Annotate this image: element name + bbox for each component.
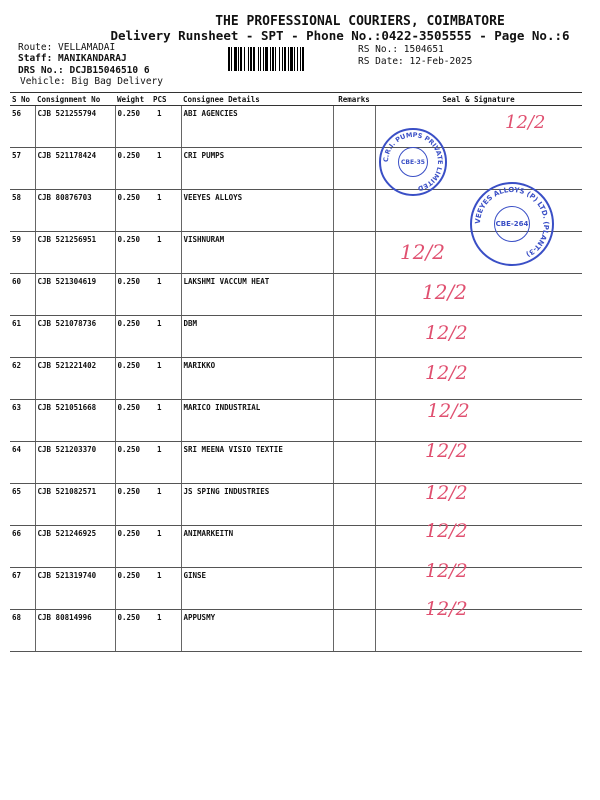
col-remarks: Remarks [333, 93, 375, 106]
barcode-bar [240, 47, 242, 71]
barcode-bar [275, 47, 276, 71]
cell-weight: 0.250 [115, 610, 151, 652]
cell-remarks [333, 274, 375, 316]
cell-consignee: VEEYES ALLOYS [181, 190, 333, 232]
cell-consignment: CJB 521203370 [35, 442, 115, 484]
cell-consignment: CJB 521304619 [35, 274, 115, 316]
barcode-bar [270, 47, 271, 71]
cell-weight: 0.250 [115, 106, 151, 148]
cell-consignment: CJB 521246925 [35, 526, 115, 568]
cell-sno: 62 [10, 358, 35, 400]
cell-seal [375, 568, 582, 610]
cell-remarks [333, 400, 375, 442]
cell-pcs: 1 [151, 190, 181, 232]
barcode-bar [258, 47, 259, 71]
cell-consignee: GINSE [181, 568, 333, 610]
barcode-bar [231, 47, 232, 71]
cell-consignment: CJB 521051668 [35, 400, 115, 442]
cell-remarks [333, 526, 375, 568]
barcode-bar [244, 47, 245, 71]
rs-date: RS Date: 12-Feb-2025 [358, 56, 473, 67]
vehicle-label: Vehicle: Big Bag Delivery [20, 76, 163, 87]
cell-sno: 57 [10, 148, 35, 190]
cell-sno: 66 [10, 526, 35, 568]
cell-remarks [333, 232, 375, 274]
rs-number: RS No.: 1504651 [358, 44, 444, 55]
barcode-bar [248, 47, 249, 71]
stamp-ring-text: VEEYES ALLOYS (P) LTD. (PLANT-3) [473, 185, 551, 259]
signature: 12/2 [425, 322, 468, 344]
cell-seal [375, 442, 582, 484]
cell-consignee: SRI MEENA VISIO TEXTIE [181, 442, 333, 484]
signature: 12/2 [425, 520, 468, 542]
cell-seal [375, 484, 582, 526]
barcode-bar [265, 47, 268, 71]
cell-pcs: 1 [151, 106, 181, 148]
cell-weight: 0.250 [115, 316, 151, 358]
cell-pcs: 1 [151, 400, 181, 442]
table-row [10, 400, 582, 442]
barcode-bar [282, 47, 283, 71]
veeyes-alloys-stamp [470, 182, 554, 266]
cell-sno: 63 [10, 400, 35, 442]
table-row [10, 526, 582, 568]
cell-sno: 64 [10, 442, 35, 484]
signature: 12/2 [505, 112, 546, 133]
barcode-bar [228, 47, 230, 71]
cell-consignment: CJB 521319740 [35, 568, 115, 610]
cell-seal [375, 316, 582, 358]
cell-consignment: CJB 521256951 [35, 232, 115, 274]
cell-consignment: CJB 80876703 [35, 190, 115, 232]
cell-weight: 0.250 [115, 190, 151, 232]
runsheet-subtitle: Delivery Runsheet - SPT - Phone No.:0422-3505555 - Page No.:6 [110, 28, 570, 43]
cell-sno: 59 [10, 232, 35, 274]
signature: 12/2 [425, 560, 468, 582]
cell-sno: 56 [10, 106, 35, 148]
signature: 12/2 [422, 280, 467, 304]
cell-seal [375, 358, 582, 400]
cell-remarks [333, 190, 375, 232]
cell-sno: 65 [10, 484, 35, 526]
table-row [10, 274, 582, 316]
table-row [10, 568, 582, 610]
cell-remarks [333, 148, 375, 190]
signature: 12/2 [425, 440, 468, 462]
cell-weight: 0.250 [115, 442, 151, 484]
table-row [10, 358, 582, 400]
signature: 12/2 [425, 598, 468, 620]
table-row [10, 484, 582, 526]
cell-consignment: CJB 521078736 [35, 316, 115, 358]
cell-pcs: 1 [151, 484, 181, 526]
stamp-code: CBE-264 [494, 206, 530, 242]
cell-consignee: DBM [181, 316, 333, 358]
cell-pcs: 1 [151, 442, 181, 484]
cell-seal [375, 274, 582, 316]
col-pcs: PCS [151, 93, 181, 106]
cell-sno: 67 [10, 568, 35, 610]
signature: 12/2 [425, 362, 468, 384]
cell-remarks [333, 442, 375, 484]
barcode-bar [294, 47, 295, 71]
cell-pcs: 1 [151, 148, 181, 190]
company-title: THE PROFESSIONAL COURIERS, COIMBATORE [215, 14, 505, 29]
col-seal: Seal & Signature [375, 93, 582, 106]
barcode-bar [284, 47, 286, 71]
barcode-bar [272, 47, 274, 71]
cell-remarks [333, 358, 375, 400]
route-label: Route: VELLAMADAI [18, 42, 116, 53]
staff-label: Staff: MANIKANDARAJ [18, 53, 127, 64]
cell-pcs: 1 [151, 316, 181, 358]
cell-remarks [333, 106, 375, 148]
cell-pcs: 1 [151, 358, 181, 400]
cell-weight: 0.250 [115, 400, 151, 442]
col-weight: Weight [115, 93, 151, 106]
col-consignment: Consignment No [35, 93, 115, 106]
cell-remarks [333, 316, 375, 358]
col-consignee: Consignee Details [181, 93, 333, 106]
barcode-bar [260, 47, 261, 71]
barcode-bar [279, 47, 280, 71]
barcode-bar [288, 47, 289, 71]
barcode-bar [297, 47, 298, 71]
barcode-bar [250, 47, 252, 71]
barcode-bar [302, 47, 304, 71]
stamp-code: CBE-35 [398, 147, 428, 177]
barcode-bar [290, 47, 293, 71]
cell-consignment: CJB 521178424 [35, 148, 115, 190]
cell-consignee: APPUSMY [181, 610, 333, 652]
cell-pcs: 1 [151, 568, 181, 610]
signature: 12/2 [425, 482, 468, 504]
cell-consignee: MARICO INDUSTRIAL [181, 400, 333, 442]
cell-pcs: 1 [151, 232, 181, 274]
table-row [10, 610, 582, 652]
cell-weight: 0.250 [115, 358, 151, 400]
cell-pcs: 1 [151, 274, 181, 316]
cell-consignee: LAKSHMI VACCUM HEAT [181, 274, 333, 316]
cell-pcs: 1 [151, 610, 181, 652]
cell-remarks [333, 568, 375, 610]
cell-consignment: CJB 521082571 [35, 484, 115, 526]
cell-consignee: VISHNURAM [181, 232, 333, 274]
cell-weight: 0.250 [115, 526, 151, 568]
cri-pumps-stamp [379, 128, 447, 196]
cell-seal [375, 400, 582, 442]
barcode-bar [234, 47, 237, 71]
barcode-bar [263, 47, 264, 71]
col-sno: S No [10, 93, 35, 106]
cell-seal [375, 526, 582, 568]
barcode-bar [300, 47, 301, 71]
cell-remarks [333, 610, 375, 652]
drs-number: DRS No.: DCJB15046510 6 [18, 65, 150, 76]
table-row [10, 442, 582, 484]
cell-consignment: CJB 521255794 [35, 106, 115, 148]
cell-weight: 0.250 [115, 484, 151, 526]
cell-sno: 61 [10, 316, 35, 358]
cell-sno: 68 [10, 610, 35, 652]
table-row [10, 106, 582, 148]
cell-remarks [333, 484, 375, 526]
cell-consignee: ANIMARKEITN [181, 526, 333, 568]
cell-consignee: MARIKKO [181, 358, 333, 400]
signature: 12/2 [400, 240, 445, 264]
barcode-bar [253, 47, 255, 71]
cell-sno: 58 [10, 190, 35, 232]
cell-weight: 0.250 [115, 148, 151, 190]
table-row [10, 316, 582, 358]
runsheet-table [10, 92, 582, 652]
cell-weight: 0.250 [115, 568, 151, 610]
barcode [228, 47, 354, 71]
cell-consignment: CJB 521221402 [35, 358, 115, 400]
barcode-bar [238, 47, 239, 71]
stamp-ring-text: C.R.I. PUMPS PRIVATE LIMITED [381, 130, 445, 193]
cell-seal [375, 610, 582, 652]
cell-consignee: CRI PUMPS [181, 148, 333, 190]
signature: 12/2 [427, 400, 470, 422]
cell-consignment: CJB 80814996 [35, 610, 115, 652]
table-header-row [10, 93, 582, 106]
cell-sno: 60 [10, 274, 35, 316]
cell-pcs: 1 [151, 526, 181, 568]
cell-consignee: ABI AGENCIES [181, 106, 333, 148]
cell-weight: 0.250 [115, 274, 151, 316]
cell-consignee: JS SPING INDUSTRIES [181, 484, 333, 526]
cell-weight: 0.250 [115, 232, 151, 274]
